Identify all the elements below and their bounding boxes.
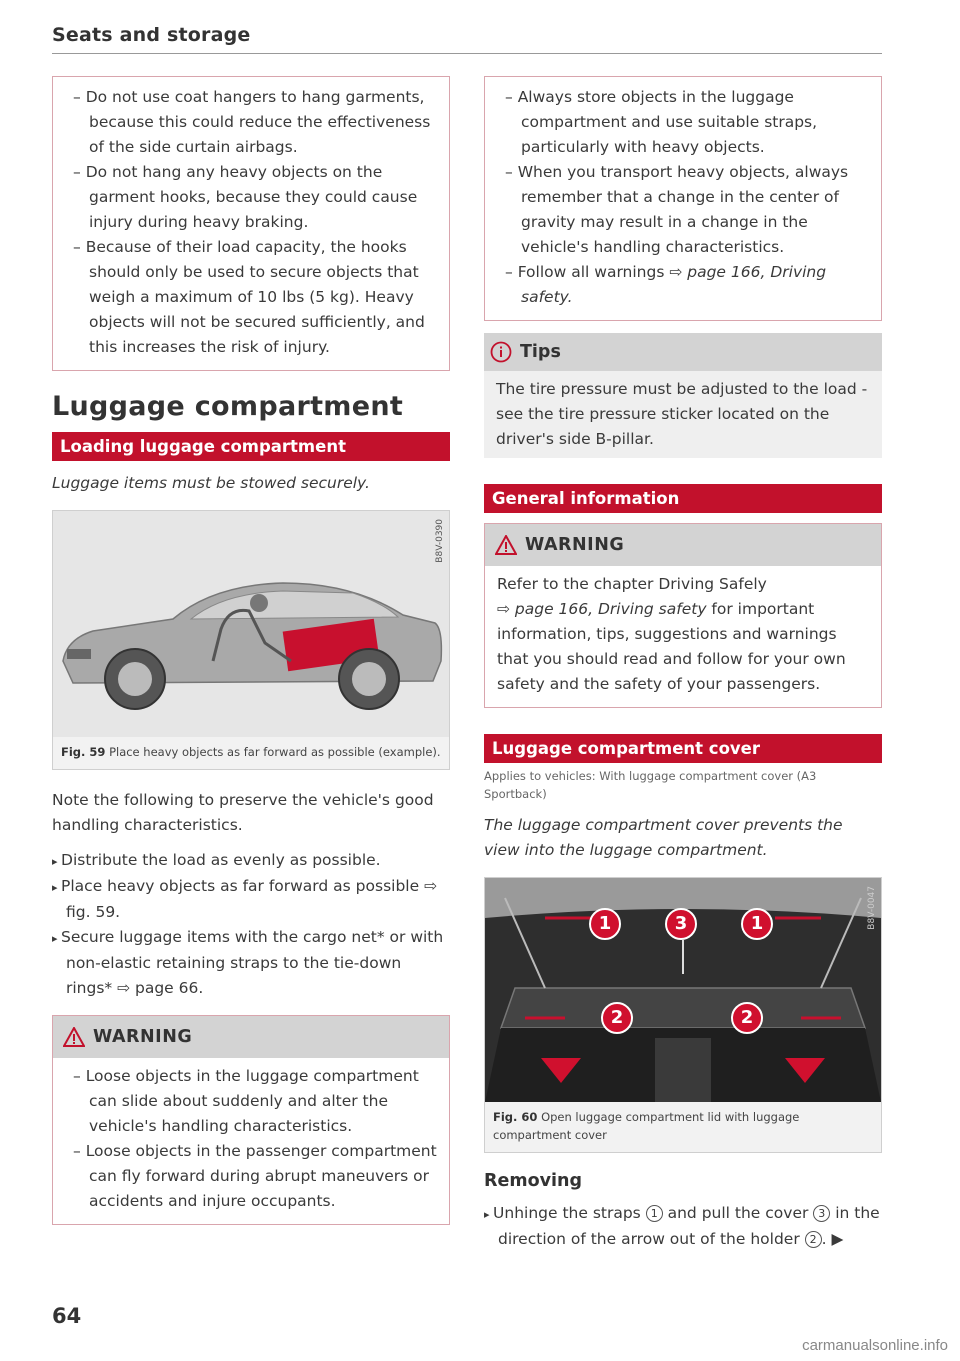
- figure-60: [484, 877, 882, 1153]
- list-item-text: Follow all warnings: [517, 263, 670, 281]
- car-loading-illustration: [53, 511, 449, 737]
- applies-to-note: Applies to vehicles: With luggage compartment cover (A3 Sportback): [484, 769, 817, 801]
- tips-title: Tips: [520, 342, 561, 362]
- figure-label: Fig. 59: [61, 745, 106, 759]
- list-item: [497, 260, 869, 310]
- list-item: ▸ Distribute the load as evenly as possible.: [52, 848, 450, 874]
- loading-lead: Luggage items must be stowed securely.: [52, 474, 370, 492]
- list-item: ▸ Place heavy objects as far forward as possible ⇨ fig. 59.: [52, 874, 450, 925]
- list-item: – Do not hang any heavy objects on the garment hooks, because they could cause injury during heavy braking.: [65, 160, 437, 235]
- watermark: carmanualsonline.info: [802, 1337, 948, 1354]
- step-text: and pull the cover: [662, 1204, 814, 1222]
- warning-header: [485, 524, 881, 566]
- header-divider: [52, 53, 882, 54]
- car-side-icon: [53, 511, 449, 737]
- figure-caption-text: Place heavy objects as far forward as possible (example).: [109, 745, 441, 759]
- figure-label: Fig. 60: [493, 1110, 538, 1124]
- callout-badge: 2: [601, 1002, 633, 1034]
- luggage-cover-illustration: [485, 878, 881, 1102]
- step-text: in the direction of the arrow out of the holder: [498, 1204, 880, 1248]
- warning-triangle-icon: [495, 535, 517, 555]
- callout-ref: 1: [646, 1205, 663, 1222]
- removing-heading: Removing: [484, 1171, 582, 1191]
- general-warning-text: [485, 566, 881, 707]
- warning-header: [53, 1016, 449, 1058]
- callout-badge: 1: [741, 908, 773, 940]
- callout-badge: 1: [589, 908, 621, 940]
- warning-triangle-icon: [63, 1027, 85, 1047]
- loading-intro: Note the following to preserve the vehicle's good handling characteristics.: [52, 791, 434, 834]
- list-item: – When you transport heavy objects, always remember that a change in the center of gravity may result in a change in the vehicle's handling characteristics.: [497, 160, 869, 260]
- list-item: – Loose objects in the luggage compartment can slide about suddenly and alter the vehicle's handling characteristics.: [65, 1064, 437, 1139]
- section-title: Luggage compartment: [52, 391, 404, 422]
- page-header: [52, 24, 882, 46]
- cover-lead: The luggage compartment cover prevents the view into the luggage compartment.: [484, 816, 843, 859]
- list-item: ▸ Secure luggage items with the cargo net* or with non-elastic retaining straps to the tie-down rings* ⇨ page 66.: [52, 925, 450, 1001]
- left-column: [52, 76, 450, 1225]
- list-item: – Do not use coat hangers to hang garments, because this could reduce the effectiveness of the side curtain airbags.: [65, 85, 437, 160]
- subsection-title-cover: Luggage compartment cover: [484, 734, 882, 763]
- callout-ref: 3: [813, 1205, 830, 1222]
- cross-reference-link[interactable]: ⇨ page 166, Driving safety: [497, 600, 707, 618]
- callout-badge: 3: [665, 908, 697, 940]
- list-item: [484, 1201, 882, 1252]
- cross-reference-link[interactable]: ⇨ page 166, Driving safety.: [521, 263, 827, 306]
- garment-hooks-warning-continued: [52, 76, 450, 371]
- loading-warning-box: [52, 1015, 450, 1225]
- general-warning-box: [484, 523, 882, 708]
- step-text: Unhinge the straps: [493, 1204, 646, 1222]
- figure-caption-text: Open luggage compartment lid with luggage compartment cover: [493, 1110, 800, 1142]
- figure-caption: [53, 737, 449, 769]
- subsection-title-general: General information: [484, 484, 882, 513]
- figure-59: [52, 510, 450, 770]
- subsection-title-loading: Loading luggage compartment: [52, 432, 450, 461]
- figure-code: B8V-0390: [435, 519, 445, 563]
- step-text: . ▶: [821, 1230, 844, 1248]
- tips-text: The tire pressure must be adjusted to the load - see the tire pressure sticker located on the driver's side B-pillar.: [496, 380, 868, 448]
- page-number: 64: [52, 1304, 82, 1328]
- info-icon: [490, 341, 512, 363]
- section-header-title: Seats and storage: [52, 24, 251, 46]
- list-item: – Loose objects in the passenger compartment can fly forward during abrupt maneuvers or accidents and injure occupants.: [65, 1139, 437, 1214]
- list-item: – Always store objects in the luggage compartment and use suitable straps, particularly with heavy objects.: [497, 85, 869, 160]
- removing-bullets: [484, 1201, 882, 1252]
- list-item: – Because of their load capacity, the hooks should only be used to secure objects that weigh a maximum of 10 lbs (5 kg). Heavy objects will not be secured sufficiently, and this increases the risk of injury.: [65, 235, 437, 360]
- warning-text: for important information, tips, suggestions and warnings that you should read and follow for your own safety and the safety of your passengers.: [497, 600, 846, 693]
- warning-text: Refer to the chapter Driving Safely: [497, 575, 767, 593]
- callout-badge: 2: [731, 1002, 763, 1034]
- tips-box: [484, 333, 882, 458]
- warning-title: WARNING: [525, 535, 625, 555]
- callout-ref: 2: [805, 1231, 822, 1248]
- figure-caption: [485, 1102, 881, 1152]
- tips-header: [484, 333, 882, 371]
- warning-title: WARNING: [93, 1027, 193, 1047]
- loading-bullets: [52, 848, 450, 1001]
- figure-code: B8V-0047: [867, 886, 877, 930]
- right-column: [484, 76, 882, 1252]
- loading-warning-continued: [484, 76, 882, 321]
